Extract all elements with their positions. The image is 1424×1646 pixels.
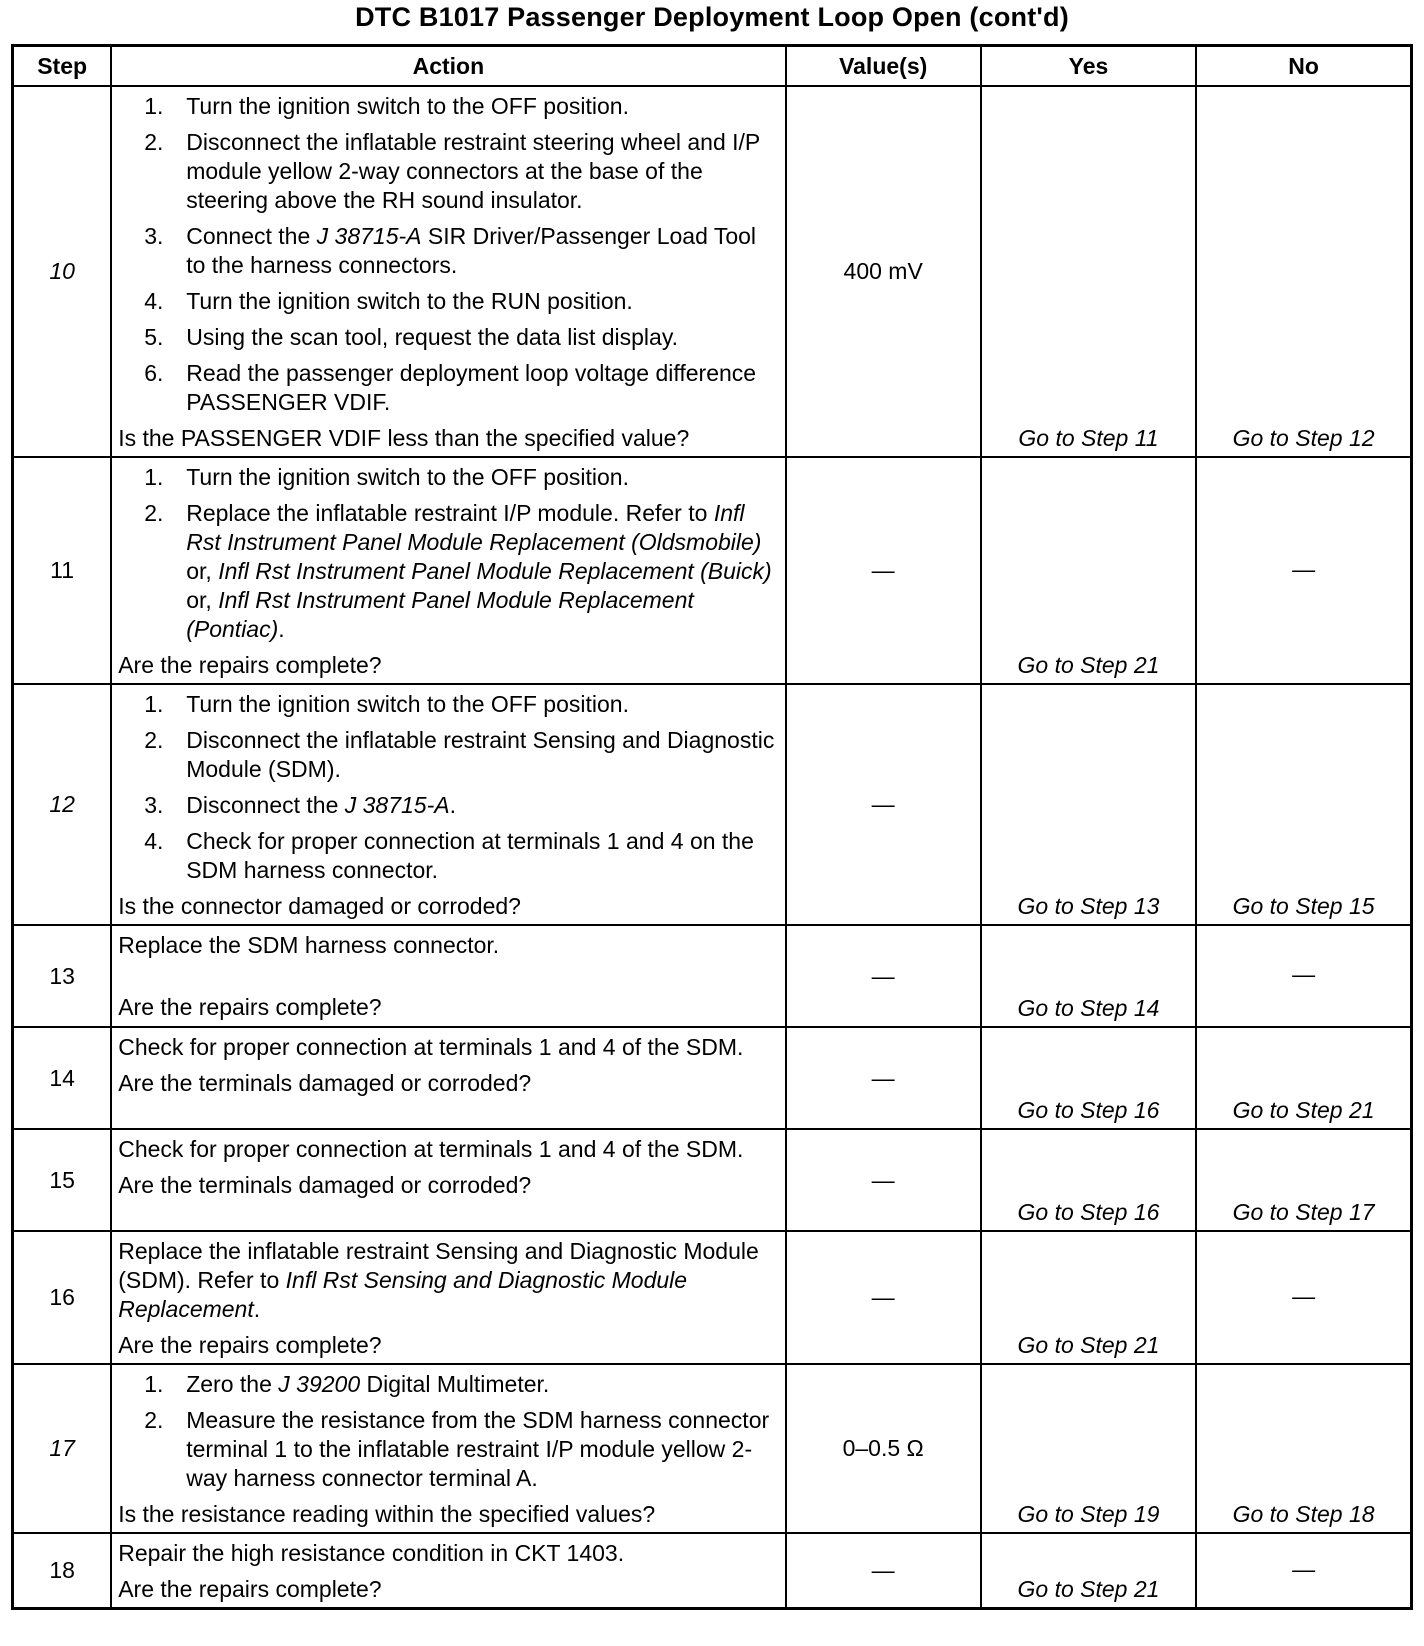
step-number: 14 bbox=[13, 1027, 112, 1129]
action-step: 3. Connect the J 38715-A SIR Driver/Passenger Load Tool to the harness connectors. bbox=[144, 223, 757, 278]
table-row bbox=[13, 86, 1412, 457]
value-cell: — bbox=[786, 925, 981, 1027]
yes-cell: Go to Step 21 bbox=[981, 457, 1196, 684]
step-number: 16 bbox=[13, 1231, 112, 1364]
action-cell bbox=[111, 1364, 785, 1533]
table-row bbox=[13, 1231, 1412, 1364]
no-cell: — bbox=[1196, 1533, 1411, 1609]
action-question: Are the repairs complete? bbox=[118, 1576, 382, 1602]
action-question: Are the repairs complete? bbox=[118, 652, 382, 678]
action-step: 1. Turn the ignition switch to the OFF position. bbox=[144, 691, 629, 717]
action-step: 5. Using the scan tool, request the data list display. bbox=[144, 324, 679, 350]
table-row bbox=[13, 1364, 1412, 1533]
action-cell bbox=[111, 457, 785, 684]
action-step: 3. Disconnect the J 38715-A. bbox=[144, 792, 456, 818]
yes-cell: Go to Step 19 bbox=[981, 1364, 1196, 1533]
action-step: 6. Read the passenger deployment loop voltage difference PASSENGER VDIF. bbox=[144, 360, 757, 415]
action-list bbox=[118, 92, 776, 417]
action-text: Check for proper connection at terminals 1 and 4 of the SDM. bbox=[118, 1136, 744, 1162]
action-step: 2. Disconnect the inflatable restraint steering wheel and I/P module yellow 2-way connectors at the base of the steering above the RH sound insulator. bbox=[144, 129, 760, 213]
action-cell bbox=[111, 1231, 785, 1364]
action-step: 1. Zero the J 39200 Digital Multimeter. bbox=[144, 1371, 550, 1397]
no-cell: Go to Step 12 bbox=[1196, 86, 1411, 457]
diagnostic-table bbox=[11, 44, 1413, 1610]
action-text: Replace the SDM harness connector. bbox=[118, 932, 500, 958]
no-cell: Go to Step 21 bbox=[1196, 1027, 1411, 1129]
step-number: 13 bbox=[13, 925, 112, 1027]
no-cell: Go to Step 15 bbox=[1196, 684, 1411, 925]
table-row bbox=[13, 1027, 1412, 1129]
action-cell bbox=[111, 86, 785, 457]
action-cell bbox=[111, 925, 785, 1027]
action-cell bbox=[111, 1027, 785, 1129]
action-step: 1. Turn the ignition switch to the OFF position. bbox=[144, 93, 629, 119]
step-number: 12 bbox=[13, 684, 112, 925]
action-text: Replace the inflatable restraint Sensing and Diagnostic Module (SDM). Refer to Infl Rst Sensing and Diagnostic Module Replacement. bbox=[118, 1238, 759, 1322]
manual-reference: Infl Rst Instrument Panel Module Replacement (Oldsmobile) bbox=[186, 500, 762, 555]
action-question: Are the terminals damaged or corroded? bbox=[118, 1070, 532, 1096]
header-no: No bbox=[1196, 46, 1411, 87]
action-cell bbox=[111, 1533, 785, 1609]
action-step: 2. Measure the resistance from the SDM harness connector terminal 1 to the inflatable restraint I/P module yellow 2-way harness connector terminal A. bbox=[144, 1407, 770, 1491]
action-cell bbox=[111, 1129, 785, 1231]
header-action: Action bbox=[111, 46, 785, 87]
yes-cell: Go to Step 11 bbox=[981, 86, 1196, 457]
action-step: 4. Turn the ignition switch to the RUN position. bbox=[144, 288, 633, 314]
action-question: Is the PASSENGER VDIF less than the specified value? bbox=[118, 425, 690, 451]
action-question: Is the connector damaged or corroded? bbox=[118, 893, 521, 919]
action-text: Check for proper connection at terminals 1 and 4 of the SDM. bbox=[118, 1034, 744, 1060]
page-title: DTC B1017 Passenger Deployment Loop Open (cont'd) bbox=[355, 2, 1069, 32]
table-row bbox=[13, 925, 1412, 1027]
value-cell: 400 mV bbox=[786, 86, 981, 457]
step-number: 18 bbox=[13, 1533, 112, 1609]
action-step: 4. Check for proper connection at terminals 1 and 4 on the SDM harness connector. bbox=[144, 828, 754, 883]
action-step: 2. Disconnect the inflatable restraint Sensing and Diagnostic Module (SDM). bbox=[144, 727, 775, 782]
value-cell: — bbox=[786, 1027, 981, 1129]
yes-cell: Go to Step 21 bbox=[981, 1533, 1196, 1609]
yes-cell: Go to Step 16 bbox=[981, 1129, 1196, 1231]
action-step: 1. Turn the ignition switch to the OFF position. bbox=[144, 464, 629, 490]
header-values: Value(s) bbox=[786, 46, 981, 87]
manual-reference: Infl Rst Sensing and Diagnostic Module Replacement bbox=[118, 1267, 688, 1322]
action-text: Repair the high resistance condition in CKT 1403. bbox=[118, 1540, 625, 1566]
value-cell: — bbox=[786, 1533, 981, 1609]
no-cell: — bbox=[1196, 1231, 1411, 1364]
step-number: 11 bbox=[13, 457, 112, 684]
header-yes: Yes bbox=[981, 46, 1196, 87]
table-row bbox=[13, 684, 1412, 925]
yes-cell: Go to Step 16 bbox=[981, 1027, 1196, 1129]
action-step: 2. Replace the inflatable restraint I/P module. Refer to Infl Rst Instrument Panel Module Replacement (Oldsmobile) or, Infl Rst Instrument Panel Module Replacement (Buick) or, Infl Rst Instrument Panel Module Replacement (Pontiac). bbox=[144, 500, 772, 642]
action-question: Is the resistance reading within the specified values? bbox=[118, 1501, 656, 1527]
action-question: Are the repairs complete? bbox=[118, 1332, 382, 1358]
action-list bbox=[118, 690, 776, 885]
action-list bbox=[118, 1370, 776, 1493]
table-row bbox=[13, 1533, 1412, 1609]
value-cell: — bbox=[786, 457, 981, 684]
no-cell: Go to Step 17 bbox=[1196, 1129, 1411, 1231]
action-question: Are the repairs complete? bbox=[118, 994, 382, 1020]
manual-reference: Infl Rst Instrument Panel Module Replacement (Buick) bbox=[218, 558, 772, 584]
no-cell: — bbox=[1196, 457, 1411, 684]
step-number: 17 bbox=[13, 1364, 112, 1533]
tool-reference: J 38715-A bbox=[344, 792, 450, 818]
table-row bbox=[13, 1129, 1412, 1231]
table-row bbox=[13, 457, 1412, 684]
yes-cell: Go to Step 13 bbox=[981, 684, 1196, 925]
value-cell: — bbox=[786, 684, 981, 925]
yes-cell: Go to Step 21 bbox=[981, 1231, 1196, 1364]
no-cell: — bbox=[1196, 925, 1411, 1027]
step-number: 15 bbox=[13, 1129, 112, 1231]
tool-reference: J 39200 bbox=[278, 1371, 361, 1397]
manual-reference: Infl Rst Instrument Panel Module Replacement (Pontiac) bbox=[186, 587, 694, 642]
no-cell: Go to Step 18 bbox=[1196, 1364, 1411, 1533]
action-question: Are the terminals damaged or corroded? bbox=[118, 1172, 532, 1198]
step-number: 10 bbox=[13, 86, 112, 457]
header-step: Step bbox=[13, 46, 112, 87]
tool-reference: J 38715-A bbox=[316, 223, 422, 249]
value-cell: 0–0.5 Ω bbox=[786, 1364, 981, 1533]
action-list bbox=[118, 463, 776, 644]
table-header-row bbox=[13, 46, 1412, 87]
yes-cell: Go to Step 14 bbox=[981, 925, 1196, 1027]
action-cell bbox=[111, 684, 785, 925]
value-cell: — bbox=[786, 1231, 981, 1364]
value-cell: — bbox=[786, 1129, 981, 1231]
